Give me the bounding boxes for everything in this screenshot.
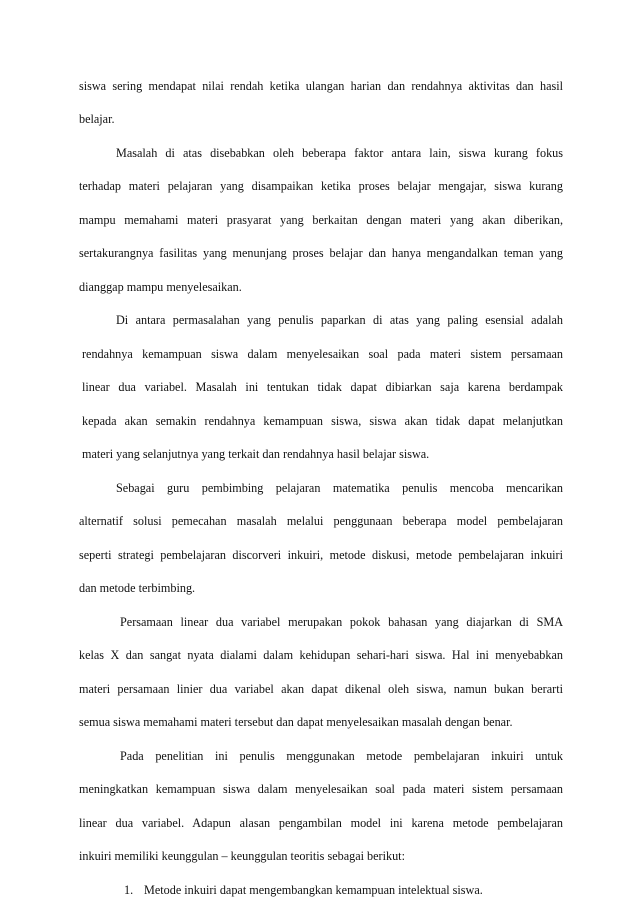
text-line: linear dua variabel. Masalah ini tentukan tidak dapat dibiarkan saja karena berdampak — [82, 380, 563, 394]
list-text: Metode inkuiri dapat mengembangkan kemampuan intelektual siswa. — [144, 883, 483, 897]
text-line: semua siswa memahami materi tersebut dan dapat menyelesaikan masalah dengan benar. — [79, 715, 513, 729]
text-line: seperti strategi pembelajaran discorveri inkuiri, metode diskusi, metode pembelajaran inkuiri — [79, 548, 563, 562]
text-line: Sebagai guru pembimbing pelajaran matematika penulis mencoba mencarikan — [116, 481, 563, 495]
list-item — [124, 882, 483, 898]
text-line: rendahnya kemampuan siswa dalam menyelesaikan soal pada materi sistem persamaan — [82, 347, 563, 361]
text-line: materi yang selanjutnya yang terkait dan rendahnya hasil belajar siswa. — [82, 447, 430, 461]
text-line: meningkatkan kemampuan siswa dalam menyelesaikan soal pada materi sistem persamaan — [79, 782, 563, 796]
text-line: Pada penelitian ini penulis menggunakan metode pembelajaran inkuiri untuk — [120, 749, 563, 763]
text-line: kelas X dan sangat nyata dialami dalam kehidupan sehari-hari siswa. Hal ini menyebabkan — [79, 648, 563, 662]
text-line: Di antara permasalahan yang penulis paparkan di atas yang paling esensial adalah — [116, 313, 563, 327]
text-line: materi persamaan linier dua variabel akan dapat dikenal oleh siswa, namun bukan berarti — [79, 682, 563, 696]
text-line: dianggap mampu menyelesaikan. — [79, 280, 242, 294]
list-number: 1. — [124, 883, 134, 897]
text-line: inkuiri memiliki keunggulan – keunggulan teoritis sebagai berikut: — [79, 849, 405, 863]
text-line: terhadap materi pelajaran yang disampaikan ketika proses belajar mengajar, siswa kurang — [79, 179, 563, 193]
text-line: belajar. — [79, 112, 115, 126]
text-line: linear dua variabel. Adapun alasan pengambilan model ini karena metode pembelajaran — [79, 816, 563, 830]
text-line: mampu memahami materi prasyarat yang berkaitan dengan materi yang akan diberikan, — [79, 213, 563, 227]
text-line: Persamaan linear dua variabel merupakan pokok bahasan yang diajarkan di SMA — [120, 615, 563, 629]
text-line: Masalah di atas disebabkan oleh beberapa faktor antara lain, siswa kurang fokus — [116, 146, 563, 160]
text-line: kepada akan semakin rendahnya kemampuan siswa, siswa akan tidak dapat melanjutkan — [82, 414, 563, 428]
text-line: alternatif solusi pemecahan masalah melalui penggunaan beberapa model pembelajaran — [79, 514, 563, 528]
text-line: dan metode terbimbing. — [79, 581, 196, 595]
text-line: sertakurangnya fasilitas yang menunjang proses belajar dan hanya mengandalkan teman yang — [79, 246, 563, 260]
text-line: siswa sering mendapat nilai rendah ketika ulangan harian dan rendahnya aktivitas dan hasil — [79, 79, 563, 93]
